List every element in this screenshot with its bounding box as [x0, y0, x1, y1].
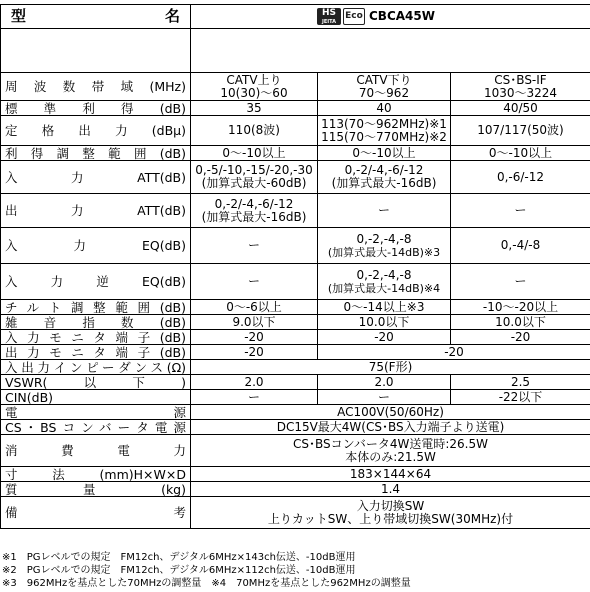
- header-row: [1, 5, 590, 29]
- footnotes: [2, 551, 590, 590]
- cell-inatt-catv-up: 0,-5/-10,-15/-20,-30 (加算式最大-60dB): [191, 161, 318, 194]
- label-dimensions: 寸法(mm)H×W×D: [1, 467, 191, 482]
- cell-noise-catv-down: 10.0以下: [318, 315, 451, 330]
- cell-output-catv-down: 113(70～962MHz)※1 115(70～770MHz)※2: [318, 116, 451, 146]
- cell-freq-catv-up: CATV上り 10(30)～60: [191, 73, 318, 101]
- column-catv-down: CATV下り: [356, 72, 412, 87]
- label-input-reverse-eq: 入力逆EQ(dB): [1, 264, 191, 300]
- column-cs-bs-if: CS･BS-IF: [494, 72, 547, 87]
- cell-inmon-catv-down: -20: [318, 330, 451, 345]
- label-converter-power: CS･BSコンバータ電源: [1, 420, 191, 435]
- row-output-att: [1, 194, 590, 228]
- row-input-eq: [1, 228, 590, 264]
- cell-inatt-catv-down: 0,-2/-4,-6/-12 (加算式最大-16dB): [318, 161, 451, 194]
- row-input-att: [1, 161, 590, 194]
- cell-inatt-cs-bs-if: 0,-6/-12: [451, 161, 590, 194]
- cell-gain-catv-down: 40: [318, 101, 451, 116]
- label-output-att: 出力ATT(dB): [1, 194, 191, 228]
- cell-ineq-catv-up: ー: [191, 228, 318, 264]
- label-power: 電源: [1, 405, 191, 420]
- cell-noise-cs-bs-if: 10.0以下: [451, 315, 590, 330]
- cell-gain-cs-bs-if: 40/50: [451, 101, 590, 116]
- label-remarks: 備考: [1, 497, 191, 529]
- row-vswr: [1, 375, 590, 390]
- cell-mass: 1.4: [191, 482, 590, 497]
- column-catv-up: CATV上り: [226, 72, 282, 87]
- footnote-1: ※1 PGレベルでの規定 FM12ch、デジタル6MHz×143ch伝送、-10dB運用: [2, 552, 356, 563]
- cell-vswr-catv-up: 2.0: [191, 375, 318, 390]
- cell-vswr-catv-down: 2.0: [318, 375, 451, 390]
- row-power: [1, 405, 590, 420]
- label-output: 定格出力(dBμ): [1, 116, 191, 146]
- image-row: [1, 29, 590, 73]
- row-noise: [1, 315, 590, 330]
- cell-outmon-catv-up: -20: [191, 345, 318, 360]
- row-cin: [1, 390, 590, 405]
- row-consumption: [1, 435, 590, 467]
- eco-badge-icon: Eco: [343, 8, 365, 25]
- footnote-3: ※3 962MHzを基点とした70MHzの調整量 ※4 70MHzを基点とした962MHzの調整量: [2, 578, 411, 589]
- row-gain-adjust: [1, 146, 590, 161]
- cell-inreveq-catv-down: 0,-2,-4,-8 (加算式最大-14dB)※4: [318, 264, 451, 300]
- cell-dimensions: 183×144×64: [191, 467, 590, 482]
- label-impedance: 入出力インピーダンス(Ω): [1, 360, 191, 375]
- cell-consumption: CS･BSコンバータ4W送電時:26.5W 本体のみ:21.5W: [191, 435, 590, 467]
- row-input-monitor: [1, 330, 590, 345]
- cell-cin-catv-down: ー: [318, 390, 451, 405]
- cell-inreveq-catv-up: ー: [191, 264, 318, 300]
- header-label-left: 型: [11, 7, 27, 25]
- row-output: [1, 116, 590, 146]
- cell-converter-power: DC15V最大4W(CS･BS入力端子より送電): [191, 420, 590, 435]
- label-input-eq: 入力EQ(dB): [1, 228, 191, 264]
- label-cin: CIN(dB): [1, 390, 191, 405]
- label-mass: 質量(kg): [1, 482, 191, 497]
- cell-power: AC100V(50/60Hz): [191, 405, 590, 420]
- row-input-reverse-eq: [1, 264, 590, 300]
- label-gain: 標準利得(dB): [1, 101, 191, 116]
- label-frequency: 周波数帯域(MHz): [1, 73, 191, 101]
- cell-inmon-cs-bs-if: -20: [451, 330, 590, 345]
- label-tilt: チルト調整範囲(dB): [1, 300, 191, 315]
- row-tilt: [1, 300, 590, 315]
- image-row-label: [1, 29, 191, 73]
- label-consumption: 消費電力: [1, 435, 191, 467]
- cell-vswr-cs-bs-if: 2.5: [451, 375, 590, 390]
- cell-cin-cs-bs-if: -22以下: [451, 390, 590, 405]
- cell-gainadj-catv-down: 0～-10以上: [318, 146, 451, 161]
- cell-outatt-cs-bs-if: ー: [451, 194, 590, 228]
- cell-freq-cs-bs-if: CS･BS-IF 1030～3224: [451, 73, 590, 101]
- label-noise: 雑音指数(dB): [1, 315, 191, 330]
- row-mass: [1, 482, 590, 497]
- model-cell: [191, 5, 590, 29]
- cell-cin-catv-up: ー: [191, 390, 318, 405]
- row-converter-power: [1, 420, 590, 435]
- cell-gainadj-catv-up: 0～-10以上: [191, 146, 318, 161]
- cell-freq-catv-down: CATV下り 70～962: [318, 73, 451, 101]
- cell-output-cs-bs-if: 107/117(50波): [451, 116, 590, 146]
- label-input-att: 入力ATT(dB): [1, 161, 191, 194]
- row-gain: [1, 101, 590, 116]
- cell-outatt-catv-up: 0,-2/-4,-6/-12 (加算式最大-16dB): [191, 194, 318, 228]
- cell-impedance: 75(F形): [191, 360, 590, 375]
- cell-ineq-catv-down: 0,-2,-4,-8 (加算式最大-14dB)※3: [318, 228, 451, 264]
- spec-table: [0, 4, 590, 529]
- cell-inreveq-cs-bs-if: ー: [451, 264, 590, 300]
- product-image-area: [191, 29, 590, 73]
- header-label-cell: [1, 5, 191, 29]
- cell-tilt-catv-down: 0～-14以上※3: [318, 300, 451, 315]
- footnote-2: ※2 PGレベルでの規定 FM12ch、デジタル6MHz×112ch伝送、-10dB運用: [2, 565, 356, 576]
- cell-tilt-catv-up: 0～-6以上: [191, 300, 318, 315]
- cell-output-catv-up: 110(8波): [191, 116, 318, 146]
- label-gain-adjust: 利得調整範囲(dB): [1, 146, 191, 161]
- row-dimensions: [1, 467, 590, 482]
- label-input-monitor: 入力モニタ端子(dB): [1, 330, 191, 345]
- cell-noise-catv-up: 9.0以下: [191, 315, 318, 330]
- cell-inmon-catv-up: -20: [191, 330, 318, 345]
- row-impedance: [1, 360, 590, 375]
- header-label-right: 名: [164, 7, 180, 25]
- cell-remarks: 入力切換SW 上りカットSW、上り帯域切換SW(30MHz)付: [191, 497, 590, 529]
- cell-ineq-cs-bs-if: 0,-4/-8: [451, 228, 590, 264]
- row-remarks: [1, 497, 590, 529]
- row-frequency: [1, 73, 590, 101]
- cell-gainadj-cs-bs-if: 0～-10以上: [451, 146, 590, 161]
- cell-tilt-cs-bs-if: -10～-20以上: [451, 300, 590, 315]
- label-vswr: VSWR(以下): [1, 375, 191, 390]
- model-name: CBCA45W: [369, 9, 435, 23]
- cell-gain-catv-up: 35: [191, 101, 318, 116]
- row-output-monitor: [1, 345, 590, 360]
- label-output-monitor: 出力モニタ端子(dB): [1, 345, 191, 360]
- hs-jeita-badge-icon: HS JEITA: [317, 8, 341, 25]
- cell-outmon-catv-down-if: -20: [318, 345, 590, 360]
- cell-outatt-catv-down: ー: [318, 194, 451, 228]
